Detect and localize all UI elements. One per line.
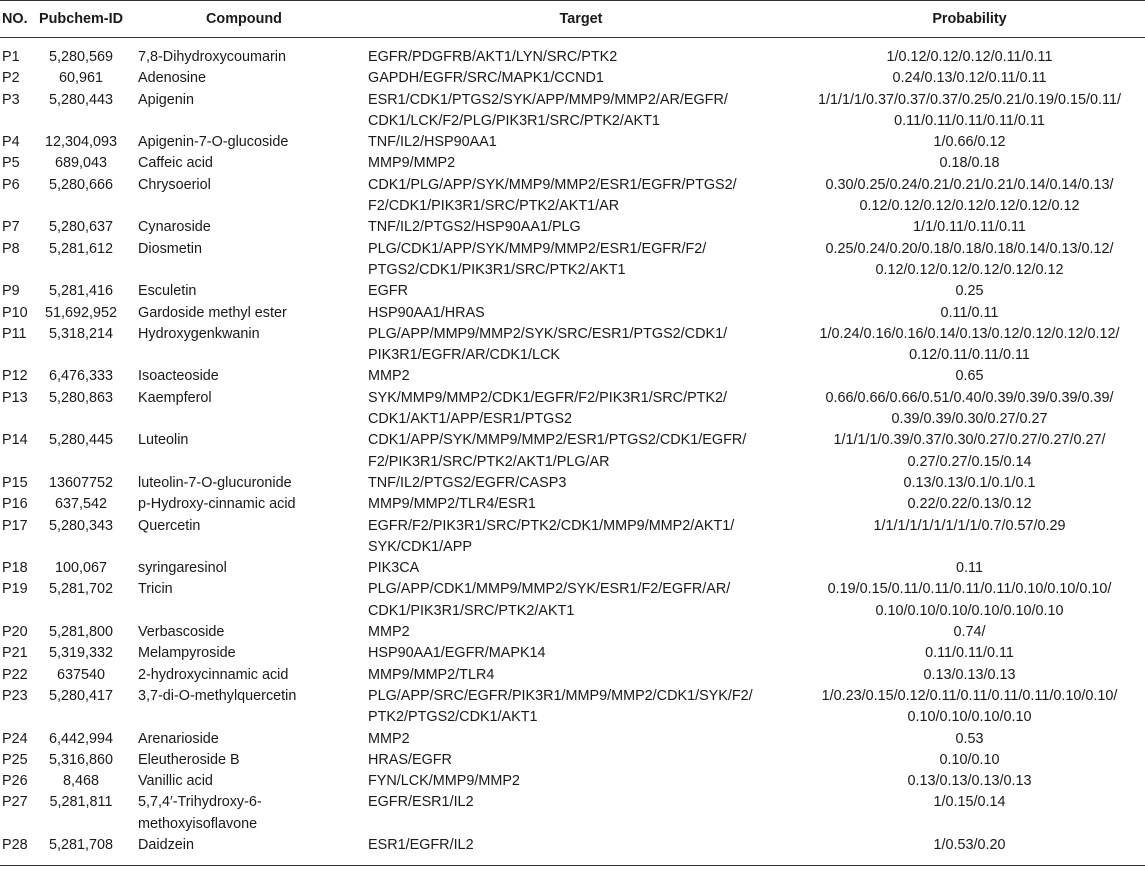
pubchem-id-cell: 5,281,612 — [48, 240, 114, 257]
pubchem-id-cell: 13607752 — [48, 474, 114, 491]
compound-cell — [126, 90, 362, 133]
compound-cell — [126, 217, 362, 238]
probability-cell-line: 0.19/0.15/0.11/0.11/0.11/0.11/0.10/0.10/0.10/ — [827, 581, 1112, 598]
probability-cell — [794, 558, 1145, 579]
compound-cell — [126, 729, 362, 750]
probability-cell-line: 1/1/1/1/0.39/0.37/0.30/0.27/0.27/0.27/0.27/ — [833, 432, 1106, 449]
row-number-cell: P8 — [2, 240, 20, 257]
probability-cell — [794, 473, 1145, 494]
compound-cell — [126, 622, 362, 643]
compound-cell-line: Esculetin — [138, 283, 197, 300]
probability-cell-line: 0.65 — [955, 368, 984, 385]
row-number-cell: P27 — [2, 794, 28, 811]
target-cell — [362, 388, 794, 431]
target-cell-line: PLG/APP/SRC/EGFR/PIK3R1/MMP9/MMP2/CDK1/SYK/F2/ — [368, 687, 753, 704]
table-row — [0, 175, 1145, 218]
probability-cell-line: 0.11/0.11 — [940, 304, 999, 321]
pubchem-id-cell: 60,961 — [58, 70, 103, 87]
probability-cell — [794, 388, 1145, 431]
target-cell-line: PLG/CDK1/APP/SYK/MMP9/MMP2/ESR1/EGFR/F2/ — [368, 240, 707, 257]
header-no: NO. — [0, 1, 36, 38]
probability-cell — [794, 175, 1145, 218]
compound-cell-line: Apigenin — [138, 91, 195, 108]
target-cell-line: TNF/IL2/PTGS2/EGFR/CASP3 — [368, 474, 567, 491]
compound-cell — [126, 579, 362, 622]
target-cell-line: SYK/CDK1/APP — [368, 538, 472, 555]
probability-cell — [794, 665, 1145, 686]
compound-cell — [126, 388, 362, 431]
table-row — [0, 38, 1145, 69]
table-row — [0, 665, 1145, 686]
probability-cell — [794, 239, 1145, 282]
row-number-cell: P25 — [2, 751, 28, 768]
compound-cell-line: luteolin-7-O-glucuronide — [138, 474, 292, 491]
probability-cell-line: 0.74/ — [953, 624, 986, 641]
table-row — [0, 281, 1145, 302]
row-number-cell: P7 — [2, 219, 20, 236]
header-pubchem-id: Pubchem-ID — [36, 1, 126, 38]
compound-cell — [126, 430, 362, 473]
target-cell — [362, 430, 794, 473]
row-number-cell: P14 — [2, 432, 28, 449]
probability-cell — [794, 750, 1145, 771]
table-row — [0, 388, 1145, 431]
target-cell — [362, 686, 794, 729]
table-row — [0, 68, 1145, 89]
pubchem-id-cell: 8,468 — [62, 773, 99, 790]
row-number-cell: P26 — [2, 773, 28, 790]
table-row — [0, 494, 1145, 515]
target-cell-line: MMP2 — [368, 368, 410, 385]
table-row — [0, 516, 1145, 559]
pubchem-id-cell: 5,316,860 — [48, 751, 114, 768]
target-cell — [362, 90, 794, 133]
compound-cell — [126, 324, 362, 367]
compound-cell-line: p-Hydroxy-cinnamic acid — [138, 496, 296, 513]
probability-cell — [794, 494, 1145, 515]
row-number-cell: P24 — [2, 730, 28, 747]
probability-cell-line: 0.10/0.10 — [939, 751, 1000, 768]
pubchem-id-cell: 6,476,333 — [48, 368, 114, 385]
compound-cell — [126, 835, 362, 866]
pubchem-id-cell: 100,067 — [54, 560, 108, 577]
target-cell-line: F2/PIK3R1/SRC/PTK2/AKT1/PLG/AR — [368, 453, 610, 470]
row-number-cell: P4 — [2, 134, 20, 151]
target-cell — [362, 324, 794, 367]
probability-cell-line: 1/0.15/0.14 — [933, 794, 1006, 811]
target-cell — [362, 303, 794, 324]
target-cell — [362, 68, 794, 89]
probability-cell-line: 1/1/1/1/0.37/0.37/0.37/0.25/0.21/0.19/0.15/0.11/ — [818, 91, 1121, 108]
row-number-cell: P1 — [2, 49, 20, 65]
probability-cell — [794, 622, 1145, 643]
target-cell — [362, 175, 794, 218]
probability-cell — [794, 430, 1145, 473]
pubchem-id-cell: 5,280,666 — [48, 176, 114, 193]
probability-cell-line: 1/0.12/0.12/0.12/0.11/0.11 — [886, 49, 1053, 65]
target-cell-line: EGFR — [368, 283, 408, 300]
probability-cell — [794, 686, 1145, 729]
target-cell-line: FYN/LCK/MMP9/MMP2 — [368, 773, 520, 790]
compound-cell-line: 2-hydroxycinnamic acid — [138, 666, 289, 683]
target-cell-line: MMP9/MMP2 — [368, 155, 456, 172]
pubchem-id-cell: 5,318,214 — [48, 325, 114, 342]
target-cell-line: PTK2/PTGS2/CDK1/AKT1 — [368, 709, 538, 726]
probability-cell-line: 0.12/0.12/0.12/0.12/0.12/0.12/0.12 — [859, 198, 1080, 215]
target-cell-line: GAPDH/EGFR/SRC/MAPK1/CCND1 — [368, 70, 604, 87]
compound-cell — [126, 494, 362, 515]
probability-cell-line: 0.10/0.10/0.10/0.10/0.10/0.10 — [875, 602, 1064, 619]
compound-cell — [126, 473, 362, 494]
probability-cell-line: 1/0.24/0.16/0.16/0.14/0.13/0.12/0.12/0.12/0.12/ — [819, 325, 1120, 342]
row-number-cell: P5 — [2, 155, 20, 172]
table-row — [0, 579, 1145, 622]
compound-cell-line: methoxyisoflavone — [138, 815, 258, 832]
table-row — [0, 792, 1145, 835]
target-cell-line: TNF/IL2/HSP90AA1 — [368, 134, 497, 151]
compound-cell — [126, 665, 362, 686]
target-cell-line: SYK/MMP9/MMP2/CDK1/EGFR/F2/PIK3R1/SRC/PTK2/ — [368, 389, 728, 406]
row-number-cell: P6 — [2, 176, 20, 193]
probability-cell-line: 0.27/0.27/0.15/0.14 — [907, 453, 1032, 470]
compound-cell — [126, 792, 362, 835]
target-cell — [362, 771, 794, 792]
pubchem-id-cell: 12,304,093 — [44, 134, 118, 151]
compound-cell — [126, 303, 362, 324]
pubchem-id-cell: 5,280,417 — [48, 687, 114, 704]
target-cell — [362, 473, 794, 494]
compound-cell — [126, 643, 362, 664]
target-cell-line: MMP2 — [368, 624, 410, 641]
compound-cell-line: Chrysoeriol — [138, 176, 211, 193]
table-row — [0, 750, 1145, 771]
target-cell — [362, 579, 794, 622]
target-cell — [362, 729, 794, 750]
row-number-cell: P13 — [2, 389, 28, 406]
table-row — [0, 366, 1145, 387]
pubchem-id-cell: 689,043 — [54, 155, 108, 172]
probability-cell-line: 1/1/0.11/0.11/0.11 — [913, 219, 1026, 236]
pubchem-id-cell: 51,692,952 — [44, 304, 118, 321]
probability-cell-line: 0.11/0.11/0.11/0.11/0.11 — [894, 112, 1045, 129]
compound-cell-line: 7,8-Dihydroxycoumarin — [138, 49, 286, 65]
probability-cell-line: 0.53 — [955, 730, 984, 747]
table-row — [0, 153, 1145, 174]
probability-cell-line: 0.12/0.11/0.11/0.11 — [909, 347, 1030, 364]
probability-cell-line: 0.10/0.10/0.10/0.10 — [907, 709, 1032, 726]
table-header — [0, 1, 1145, 38]
row-number-cell: P12 — [2, 368, 28, 385]
compound-cell-line: Gardoside methyl ester — [138, 304, 287, 321]
target-cell — [362, 153, 794, 174]
compound-cell-line: Vanillic acid — [138, 773, 213, 790]
probability-cell-line: 0.22/0.22/0.13/0.12 — [907, 496, 1032, 513]
row-number-cell: P2 — [2, 70, 20, 87]
compound-cell — [126, 750, 362, 771]
probability-cell — [794, 281, 1145, 302]
row-number-cell: P19 — [2, 581, 28, 598]
table-row — [0, 729, 1145, 750]
compound-cell — [126, 68, 362, 89]
table-row — [0, 132, 1145, 153]
compound-cell-line: Quercetin — [138, 517, 201, 534]
target-cell-line: PTGS2/CDK1/PIK3R1/SRC/PTK2/AKT1 — [368, 261, 626, 278]
table-row — [0, 473, 1145, 494]
compound-cell-line: Apigenin-7-O-glucoside — [138, 134, 289, 151]
row-number-cell: P23 — [2, 687, 28, 704]
target-cell — [362, 622, 794, 643]
probability-cell-line: 1/0.53/0.20 — [933, 836, 1006, 853]
target-cell — [362, 792, 794, 835]
row-number-cell: P16 — [2, 496, 28, 513]
target-cell — [362, 750, 794, 771]
compound-cell-line: Cynaroside — [138, 219, 211, 236]
row-number-cell: P21 — [2, 645, 28, 662]
probability-cell-line: 0.11/0.11/0.11 — [925, 645, 1014, 662]
compound-cell-line: 5,7,4′-Trihydroxy-6- — [138, 794, 262, 811]
probability-cell — [794, 217, 1145, 238]
compound-cell-line: 3,7-di-O-methylquercetin — [138, 687, 297, 704]
target-cell — [362, 516, 794, 559]
target-cell — [362, 38, 794, 69]
target-cell-line: PIK3R1/EGFR/AR/CDK1/LCK — [368, 347, 560, 364]
probability-cell — [794, 516, 1145, 559]
target-cell-line: EGFR/ESR1/IL2 — [368, 794, 474, 811]
table-row — [0, 835, 1145, 866]
compound-cell-line: Adenosine — [138, 70, 207, 87]
pubchem-id-cell: 5,280,443 — [48, 91, 114, 108]
probability-cell — [794, 366, 1145, 387]
target-cell — [362, 643, 794, 664]
target-cell-line: ESR1/CDK1/PTGS2/SYK/APP/MMP9/MMP2/AR/EGFR/ — [368, 91, 728, 108]
table-row — [0, 217, 1145, 238]
target-cell-line: MMP9/MMP2/TLR4 — [368, 666, 495, 683]
target-cell-line: CDK1/LCK/F2/PLG/PIK3R1/SRC/PTK2/AKT1 — [368, 112, 660, 129]
compound-cell — [126, 239, 362, 282]
table-row — [0, 622, 1145, 643]
target-cell-line: CDK1/PLG/APP/SYK/MMP9/MMP2/ESR1/EGFR/PTGS2/ — [368, 176, 737, 193]
target-cell-line: MMP2 — [368, 730, 410, 747]
probability-cell — [794, 132, 1145, 153]
pubchem-id-cell: 637540 — [56, 666, 106, 683]
target-cell-line: HRAS/EGFR — [368, 751, 452, 768]
compound-cell-line: Isoacteoside — [138, 368, 219, 385]
pubchem-id-cell: 5,281,708 — [36, 835, 126, 866]
target-cell-line: MMP9/MMP2/TLR4/ESR1 — [368, 496, 536, 513]
probability-cell — [794, 729, 1145, 750]
probability-cell-line: 0.25 — [955, 283, 984, 300]
compound-cell — [126, 558, 362, 579]
compound-cell — [126, 771, 362, 792]
probability-cell — [794, 792, 1145, 835]
probability-cell-line: 0.13/0.13/0.1/0.1/0.1 — [903, 474, 1036, 491]
compound-cell-line: Melampyroside — [138, 645, 236, 662]
target-cell-line: PIK3CA — [368, 560, 420, 577]
target-cell — [362, 366, 794, 387]
target-cell — [362, 132, 794, 153]
probability-cell — [794, 303, 1145, 324]
compound-cell-line: Hydroxygenkwanin — [138, 325, 260, 342]
target-cell-line: CDK1/AKT1/APP/ESR1/PTGS2 — [368, 411, 572, 428]
pubchem-id-cell: 5,280,569 — [48, 49, 114, 65]
table-row — [0, 771, 1145, 792]
compound-cell — [126, 686, 362, 729]
probability-cell-line: 0.25/0.24/0.20/0.18/0.18/0.18/0.14/0.13/0.12/ — [825, 240, 1114, 257]
row-number-cell: P9 — [2, 283, 20, 300]
header-row — [0, 1, 1145, 38]
compound-cell-line: Kaempferol — [138, 389, 212, 406]
target-cell-line: HSP90AA1/EGFR/MAPK14 — [368, 645, 546, 662]
header-probability: Probability — [794, 1, 1145, 38]
probability-cell-line: 0.13/0.13/0.13/0.13 — [907, 773, 1032, 790]
target-cell-line: ESR1/EGFR/IL2 — [368, 836, 474, 853]
pubchem-id-cell: 5,280,445 — [48, 432, 114, 449]
target-cell-line: CDK1/PIK3R1/SRC/PTK2/AKT1 — [368, 602, 575, 619]
probability-cell — [794, 579, 1145, 622]
target-cell — [362, 665, 794, 686]
target-cell-line: TNF/IL2/PTGS2/HSP90AA1/PLG — [368, 219, 581, 236]
table-row — [0, 324, 1145, 367]
target-cell — [362, 835, 794, 866]
compound-cell-line: Caffeic acid — [138, 155, 213, 172]
pubchem-id-cell: 5,280,343 — [48, 517, 114, 534]
table-row — [0, 643, 1145, 664]
compound-cell — [126, 38, 362, 69]
table-row — [0, 430, 1145, 473]
row-number-cell: P22 — [2, 666, 28, 683]
compound-cell-line: Eleutheroside B — [138, 751, 240, 768]
compound-cell-line: Arenarioside — [138, 730, 219, 747]
table-row — [0, 239, 1145, 282]
compound-cell — [126, 366, 362, 387]
table-body — [0, 38, 1145, 866]
probability-cell — [794, 771, 1145, 792]
row-number-cell: P20 — [2, 624, 28, 641]
probability-cell-line: 0.13/0.13/0.13 — [923, 666, 1016, 683]
target-cell-line: F2/CDK1/PIK3R1/SRC/PTK2/AKT1/AR — [368, 198, 620, 215]
target-cell-line: PLG/APP/CDK1/MMP9/MMP2/SYK/ESR1/F2/EGFR/AR/ — [368, 581, 731, 598]
row-number-cell: P11 — [2, 325, 27, 342]
header-compound: Compound — [126, 1, 362, 38]
probability-cell-line: 0.30/0.25/0.24/0.21/0.21/0.21/0.14/0.14/0.13/ — [825, 176, 1114, 193]
table-row — [0, 558, 1145, 579]
compound-cell-line: Diosmetin — [138, 240, 202, 257]
pubchem-id-cell: 6,442,994 — [48, 730, 114, 747]
probability-cell-line: 0.39/0.39/0.30/0.27/0.27 — [891, 411, 1048, 428]
pubchem-id-cell: 5,281,416 — [48, 283, 114, 300]
compound-cell-line: Daidzein — [138, 836, 194, 853]
probability-cell-line: 0.24/0.13/0.12/0.11/0.11 — [892, 70, 1047, 87]
probability-cell-line: 1/1/1/1/1/1/1/1/1/0.7/0.57/0.29 — [873, 517, 1066, 534]
row-number-cell: P18 — [2, 560, 28, 577]
compound-cell — [126, 281, 362, 302]
header-target: Target — [362, 1, 794, 38]
row-number-cell: P17 — [2, 517, 28, 534]
pubchem-id-cell: 5,319,332 — [48, 645, 114, 662]
pubchem-id-cell: 5,280,637 — [48, 219, 114, 236]
compound-cell — [126, 516, 362, 559]
table-row — [0, 90, 1145, 133]
pubchem-id-cell: 5,281,702 — [48, 581, 114, 598]
probability-cell — [794, 643, 1145, 664]
probability-cell-line: 1/0.66/0.12 — [933, 134, 1006, 151]
compound-cell-line: Tricin — [138, 581, 173, 598]
probability-cell-line: 0.66/0.66/0.66/0.51/0.40/0.39/0.39/0.39/0.39/ — [825, 389, 1114, 406]
table-row — [0, 686, 1145, 729]
probability-cell-line: 0.18/0.18 — [939, 155, 1000, 172]
probability-cell — [794, 153, 1145, 174]
compound-cell — [126, 153, 362, 174]
row-number-cell: P15 — [2, 474, 28, 491]
pubchem-id-cell: 637,542 — [54, 496, 108, 513]
table-row — [0, 303, 1145, 324]
target-cell — [362, 494, 794, 515]
target-cell-line: EGFR/PDGFRB/AKT1/LYN/SRC/PTK2 — [368, 49, 618, 65]
probability-cell-line: 1/0.23/0.15/0.12/0.11/0.11/0.11/0.11/0.10/0.10/ — [821, 687, 1118, 704]
target-cell-line: EGFR/F2/PIK3R1/SRC/PTK2/CDK1/MMP9/MMP2/AKT1/ — [368, 517, 735, 534]
compound-cell-line: syringaresinol — [138, 560, 227, 577]
compound-cell — [126, 132, 362, 153]
probability-cell-line: 0.12/0.12/0.12/0.12/0.12/0.12 — [875, 261, 1064, 278]
pubchem-id-cell: 5,281,811 — [49, 794, 113, 811]
probability-cell — [794, 324, 1145, 367]
probability-cell — [794, 38, 1145, 69]
target-cell — [362, 239, 794, 282]
target-cell — [362, 558, 794, 579]
target-cell-line: HSP90AA1/HRAS — [368, 304, 485, 321]
target-cell — [362, 217, 794, 238]
row-number-cell: P28 — [0, 835, 36, 866]
target-cell-line: PLG/APP/MMP9/MMP2/SYK/SRC/ESR1/PTGS2/CDK1/ — [368, 325, 728, 342]
compound-cell-line: Verbascoside — [138, 624, 225, 641]
compound-cell — [126, 175, 362, 218]
pubchem-id-cell: 5,280,863 — [48, 389, 114, 406]
target-cell-line: CDK1/APP/SYK/MMP9/MMP2/ESR1/PTGS2/CDK1/EGFR/ — [368, 432, 747, 449]
target-cell — [362, 281, 794, 302]
probability-cell — [794, 90, 1145, 133]
probability-cell-line: 0.11 — [956, 560, 983, 577]
probability-cell — [794, 68, 1145, 89]
row-number-cell: P10 — [2, 304, 28, 321]
pubchem-id-cell: 5,281,800 — [48, 624, 114, 641]
compound-cell-line: Luteolin — [138, 432, 189, 449]
probability-cell — [794, 835, 1145, 866]
row-number-cell: P3 — [2, 91, 20, 108]
